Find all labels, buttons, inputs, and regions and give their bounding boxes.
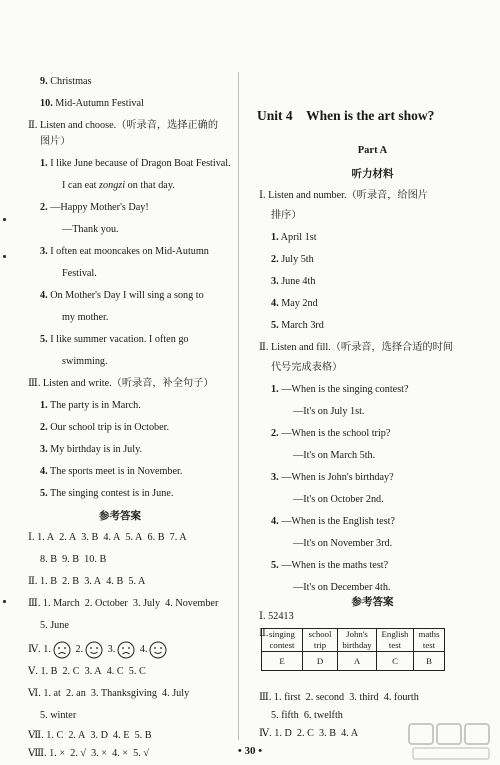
answer-row-4: Ⅳ. 1. 2. 3. 4. <box>28 640 169 660</box>
answer-row-6-cont: 5. winter <box>40 710 77 721</box>
r-answer-row-3-cont: 5. fifth 6. twelfth <box>271 710 343 721</box>
column-divider <box>238 72 239 740</box>
listen-write-4: 4. The sports meet is in November. <box>40 466 183 477</box>
table-value-cell: A <box>338 652 377 671</box>
listen-choose-5: 5. I like summer vacation. I often go <box>40 334 189 345</box>
section-2-title: Ⅱ. Listen and choose.（听录音，选择正确的 <box>28 120 219 131</box>
answer-row-6: Ⅵ. 1. at 2. an 3. Thanksgiving 4. July <box>28 688 190 699</box>
listen-write-5: 5. The singing contest is in June. <box>40 488 174 499</box>
listen-number-5: 5. March 3rd <box>271 320 324 331</box>
table-value-cell: C <box>377 652 414 671</box>
answer-row-8: Ⅷ. 1. × 2. √ 3. × 4. × 5. √ <box>28 748 149 759</box>
table-value-cell: D <box>303 652 338 671</box>
listen-number-1: 1. April 1st <box>271 232 317 243</box>
listen-fill-1-a: —It's on July 1st. <box>293 406 365 417</box>
listen-number-3: 3. June 4th <box>271 276 316 287</box>
table-header-cell: singing contest <box>262 629 303 652</box>
table-header-cell: school trip <box>303 629 338 652</box>
margin-mark <box>3 218 6 221</box>
r-answer-row-1: Ⅰ. 52413 <box>259 611 294 622</box>
r-section-1-title: Ⅰ. Listen and number.（听录音，给图片 <box>259 190 428 201</box>
table-value-cell: B <box>414 652 445 671</box>
watermark-logo-icon <box>405 720 497 762</box>
answer-row-7: Ⅶ. 1. C 2. A 3. D 4. E 5. B <box>28 730 152 741</box>
answer-row-2: Ⅱ. 1. B 2. B 3. A 4. B 5. A <box>28 576 146 587</box>
listen-fill-2-q: 2. —When is the school trip? <box>271 428 391 439</box>
unit-title: Unit 4 When is the art show? <box>257 108 435 123</box>
listen-fill-1-q: 1. —When is the singing contest? <box>271 384 409 395</box>
r-section-1-title-cont: 排序） <box>271 210 302 221</box>
happy-face-icon <box>149 641 167 659</box>
answer-row-1: Ⅰ. 1. A 2. A 3. B 4. A 5. A 6. B 7. A <box>28 532 187 543</box>
r-section-2-title-cont: 代号完成表格） <box>271 362 343 373</box>
listen-choose-3-cont: Festival. <box>62 268 97 279</box>
listen-choose-1: 1. I like June because of Dragon Boat Festival. <box>40 158 231 169</box>
section-3-title: Ⅲ. Listen and write.（听录音，补全句子） <box>28 378 214 389</box>
listen-choose-4-cont: my mother. <box>62 312 109 323</box>
listen-fill-3-a: —It's on October 2nd. <box>293 494 384 505</box>
listen-fill-2-a: —It's on March 5th. <box>293 450 376 461</box>
table-header-cell: maths test <box>414 629 445 652</box>
table-header-cell: English test <box>377 629 414 652</box>
answer-row-3: Ⅲ. 1. March 2. October 3. July 4. November <box>28 598 219 609</box>
listen-choose-2: 2. —Happy Mother's Day! <box>40 202 149 213</box>
table-value-cell: E <box>262 652 303 671</box>
r-answer-row-4: Ⅳ. 1. D 2. C 3. B 4. A <box>259 728 359 739</box>
listen-fill-3-q: 3. —When is John's birthday? <box>271 472 394 483</box>
material-heading: 听力材料 <box>351 168 394 180</box>
r-answer-row-2-label: Ⅱ. <box>259 628 269 639</box>
margin-mark <box>3 600 6 603</box>
listen-choose-3: 3. I often eat mooncakes on Mid-Autumn <box>40 246 209 257</box>
r-answer-row-3: Ⅲ. 1. first 2. second 3. third 4. fourth <box>259 692 419 703</box>
listen-choose-5-cont: swimming. <box>62 356 108 367</box>
item-9: 9. Christmas <box>40 76 92 87</box>
answers-heading-left: 参考答案 <box>99 510 141 522</box>
margin-mark <box>3 255 6 258</box>
answer-row-1-cont: 8. B 9. B 10. B <box>40 554 107 565</box>
listen-number-4: 4. May 2nd <box>271 298 318 309</box>
answer-table <box>261 628 445 671</box>
r-section-2-title: Ⅱ. Listen and fill.（听录音，选择合适的时间 <box>259 342 453 353</box>
page-number: • 30 • <box>237 745 263 757</box>
answer-row-3-cont: 5. June <box>40 620 69 631</box>
listen-write-1: 1. The party is in March. <box>40 400 141 411</box>
table-header-cell: John's birthday <box>338 629 377 652</box>
sad-face-icon <box>53 641 71 659</box>
listen-fill-4-a: —It's on November 3rd. <box>293 538 393 549</box>
listen-write-2: 2. Our school trip is in October. <box>40 422 170 433</box>
section-2-title-cont: 图片） <box>40 136 71 147</box>
listen-fill-5-q: 5. —When is the maths test? <box>271 560 389 571</box>
part-heading: Part A <box>357 145 388 156</box>
listen-write-3: 3. My birthday is in July. <box>40 444 143 455</box>
answers-heading-right-visible: 参考答案 <box>351 596 394 608</box>
item-10: 10. Mid-Autumn Festival <box>40 98 144 109</box>
answer-row-5: Ⅴ. 1. B 2. C 3. A 4. C 5. C <box>28 666 146 677</box>
listen-choose-2-cont: —Thank you. <box>62 224 119 235</box>
listen-number-2: 2. July 5th <box>271 254 314 265</box>
listen-fill-5-a: —It's on December 4th. <box>293 582 391 593</box>
listen-fill-4-q: 4. —When is the English test? <box>271 516 395 527</box>
sad-face-icon <box>117 641 135 659</box>
listen-choose-4: 4. On Mother's Day I will sing a song to <box>40 290 204 301</box>
happy-face-icon <box>85 641 103 659</box>
listen-choose-1-cont: I can eat zongzi on that day. <box>62 180 175 191</box>
